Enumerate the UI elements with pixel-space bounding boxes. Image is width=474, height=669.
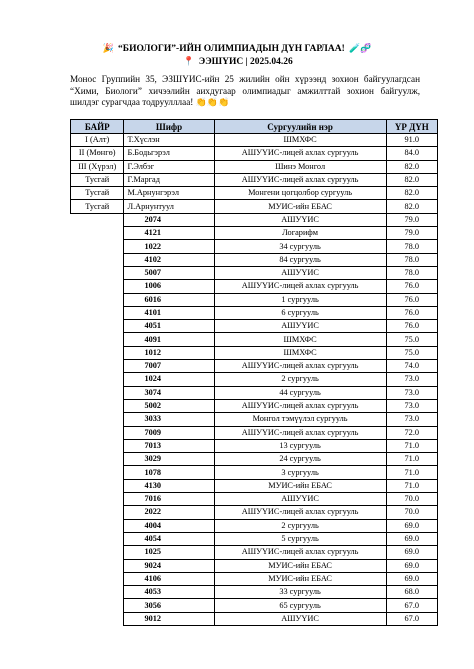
code-cell: 1024 [124,373,214,386]
school-cell: МУИС-ийн ЕБАС [214,572,386,585]
intro-paragraph [70,74,420,109]
school-cell: МУИС-ийн ЕБАС [214,479,386,492]
student-name-cell: Г.Элбэг [124,160,214,173]
place-cell-empty [71,213,124,226]
place-cell-empty [71,266,124,279]
school-cell: 84 сургууль [214,253,386,266]
place-cell-empty [71,479,124,492]
score-cell: 73.0 [386,386,437,399]
school-cell: 5 сургууль [214,532,386,545]
place-cell-empty [71,612,124,625]
score-cell: 76.0 [386,280,437,293]
score-cell: 73.0 [386,399,437,412]
place-cell-empty [71,546,124,559]
score-cell: 79.0 [386,213,437,226]
code-cell: 1006 [124,280,214,293]
table-row [71,253,438,266]
table-row [71,493,438,506]
place-cell-empty [71,240,124,253]
code-cell: 7013 [124,439,214,452]
table-row [71,227,438,240]
school-cell: 2 сургууль [214,373,386,386]
code-cell: 4051 [124,320,214,333]
score-cell: 69.0 [386,559,437,572]
table-row [71,532,438,545]
table-row [71,599,438,612]
table-row [71,479,438,492]
winner-row [71,187,438,200]
code-cell: 1078 [124,466,214,479]
table-row [71,346,438,359]
table-row [71,413,438,426]
table-row [71,612,438,625]
code-cell: 4106 [124,572,214,585]
school-cell: ШМХФС [214,333,386,346]
score-cell: 71.0 [386,453,437,466]
score-cell: 84.0 [386,147,437,160]
school-cell: АШУҮИС-лицей ахлах сургууль [214,426,386,439]
school-cell: Монгени цогцолбор сургууль [214,187,386,200]
place-cell-empty [71,293,124,306]
school-cell: МУИС-ийн ЕБАС [214,200,386,213]
announcement-title-block [0,42,474,68]
code-cell: 9012 [124,612,214,625]
code-cell: 4102 [124,253,214,266]
school-cell: АШУҮИС-лицей ахлах сургууль [214,506,386,519]
place-cell-empty [71,320,124,333]
code-cell: 4130 [124,479,214,492]
score-cell: 78.0 [386,253,437,266]
score-cell: 78.0 [386,266,437,279]
table-row [71,399,438,412]
results-body [71,134,438,626]
score-cell: 79.0 [386,227,437,240]
party-popper-icon: 🎉 [102,43,114,53]
score-cell: 71.0 [386,439,437,452]
score-cell: 69.0 [386,546,437,559]
school-cell: АШУҮИС-лицей ахлах сургууль [214,173,386,186]
table-row [71,466,438,479]
winner-row [71,160,438,173]
student-name-cell: Л.Арнунтуул [124,200,214,213]
page-title: “БИОЛОГИ”-ИЙН ОЛИМПИАДЫН ДҮН ГАРЛАА! [118,44,345,54]
header-code: Шифр [124,120,214,134]
score-cell: 78.0 [386,240,437,253]
school-cell: АШУҮИС-лицей ахлах сургууль [214,280,386,293]
place-cell-empty [71,386,124,399]
place-cell-empty [71,360,124,373]
code-cell: 1012 [124,346,214,359]
school-cell: 65 сургууль [214,599,386,612]
test-tube-dna-icon: 🧪🧬 [349,43,372,53]
table-row [71,240,438,253]
results-table [70,119,438,626]
school-cell: АШУҮИС-лицей ахлах сургууль [214,360,386,373]
place-cell-empty [71,453,124,466]
code-cell: 4101 [124,306,214,319]
table-row [71,360,438,373]
place-cell-empty [71,599,124,612]
school-cell: ШМХФС [214,134,386,147]
place-cell-empty [71,253,124,266]
score-cell: 73.0 [386,413,437,426]
school-cell: Логарифм [214,227,386,240]
school-cell: АШУҮИС-лицей ахлах сургууль [214,147,386,160]
winner-row [71,200,438,213]
table-row [71,439,438,452]
place-cell-empty [71,413,124,426]
place-cell: I (Алт) [71,134,124,147]
place-cell-empty [71,333,124,346]
code-cell: 7009 [124,426,214,439]
school-cell: 44 сургууль [214,386,386,399]
table-row [71,333,438,346]
code-cell: 4004 [124,519,214,532]
school-cell: 2 сургууль [214,519,386,532]
table-row [71,306,438,319]
place-cell-empty [71,519,124,532]
pin-icon: 📍 [183,56,195,66]
student-name-cell: Т.Хүслэн [124,134,214,147]
school-cell: 34 сургууль [214,240,386,253]
score-cell: 76.0 [386,306,437,319]
score-cell: 69.0 [386,519,437,532]
table-row [71,506,438,519]
school-cell: АШУҮИС-лицей ахлах сургууль [214,399,386,412]
place-cell: Тусгай [71,200,124,213]
place-cell-empty [71,227,124,240]
student-name-cell: Б.Бодьгэрэл [124,147,214,160]
table-header-row [71,120,438,134]
header-school: Сургуулийн нэр [214,120,386,134]
score-cell: 71.0 [386,466,437,479]
score-cell: 69.0 [386,572,437,585]
header-place: БАЙР [71,120,124,134]
school-cell: АШУҮИС [214,493,386,506]
score-cell: 82.0 [386,160,437,173]
place-cell-empty [71,373,124,386]
place-cell: Тусгай [71,187,124,200]
place-cell-empty [71,532,124,545]
code-cell: 4053 [124,586,214,599]
table-row [71,519,438,532]
code-cell: 4054 [124,532,214,545]
table-row [71,373,438,386]
score-cell: 71.0 [386,479,437,492]
code-cell: 2074 [124,213,214,226]
score-cell: 67.0 [386,612,437,625]
place-cell-empty [71,572,124,585]
score-cell: 70.0 [386,506,437,519]
place-cell-empty [71,493,124,506]
winner-row [71,134,438,147]
table-row [71,559,438,572]
title-line [0,42,474,55]
place-cell-empty [71,346,124,359]
score-cell: 75.0 [386,333,437,346]
intro-text: Монос Группийн 35, ЭЗШҮИС-ийн 25 жилийн ойн хүрээнд зохион байгуулагдсан “Хими, Биологи” хичээлийн аихдугаар олимпиадыг амжилттай зохион байгуулж, шилдэг сурагчдаа тодруулллаа! [70,74,420,108]
code-cell: 1022 [124,240,214,253]
place-cell: II (Мөнгө) [71,147,124,160]
table-row [71,320,438,333]
school-cell: АШУҮИС-лицей ахлах сургууль [214,546,386,559]
code-cell: 9024 [124,559,214,572]
school-cell: 24 сургууль [214,453,386,466]
table-row [71,546,438,559]
student-name-cell: М.Арнунгэрэл [124,187,214,200]
code-cell: 3029 [124,453,214,466]
table-row [71,586,438,599]
school-cell: Шинэ Монгол [214,160,386,173]
score-cell: 69.0 [386,532,437,545]
subtitle-line [0,55,474,68]
table-row [71,213,438,226]
table-row [71,293,438,306]
place-cell-empty [71,280,124,293]
winner-row [71,147,438,160]
code-cell: 6016 [124,293,214,306]
place-cell: Тусгай [71,173,124,186]
school-cell: 13 сургууль [214,439,386,452]
place-cell-empty [71,466,124,479]
school-cell: 1 сургууль [214,293,386,306]
school-cell: АШУҮИС [214,320,386,333]
school-cell: АШУҮИС [214,266,386,279]
school-cell: Монгол тэмүүлэл сургууль [214,413,386,426]
score-cell: 76.0 [386,293,437,306]
place-cell-empty [71,559,124,572]
code-cell: 2022 [124,506,214,519]
place-cell-empty [71,306,124,319]
place-cell-empty [71,439,124,452]
code-cell: 4121 [124,227,214,240]
code-cell: 3033 [124,413,214,426]
winner-row [71,173,438,186]
score-cell: 82.0 [386,173,437,186]
score-cell: 70.0 [386,493,437,506]
score-cell: 75.0 [386,346,437,359]
school-cell: АШУҮИС [214,612,386,625]
school-cell: 6 сургууль [214,306,386,319]
table-row [71,386,438,399]
table-row [71,266,438,279]
place-cell-empty [71,399,124,412]
school-cell: АШУҮИС [214,213,386,226]
page-subtitle: ЭЭШҮИС | 2025.04.26 [198,57,293,67]
school-cell: 3 сургууль [214,466,386,479]
score-cell: 74.0 [386,360,437,373]
table-row [71,453,438,466]
table-row [71,280,438,293]
school-cell: ШМХФС [214,346,386,359]
place-cell-empty [71,506,124,519]
code-cell: 4091 [124,333,214,346]
score-cell: 72.0 [386,426,437,439]
score-cell: 82.0 [386,200,437,213]
school-cell: 33 сургууль [214,586,386,599]
header-score: ҮР ДҮН [386,120,437,134]
table-row [71,426,438,439]
code-cell: 5002 [124,399,214,412]
code-cell: 3056 [124,599,214,612]
code-cell: 1025 [124,546,214,559]
table-row [71,572,438,585]
score-cell: 91.0 [386,134,437,147]
score-cell: 82.0 [386,187,437,200]
code-cell: 7016 [124,493,214,506]
place-cell: III (Хүрэл) [71,160,124,173]
school-cell: МУИС-ийн ЕБАС [214,559,386,572]
clapping-hands-icon: 👏👏👏 [195,97,230,108]
score-cell: 73.0 [386,373,437,386]
code-cell: 7007 [124,360,214,373]
score-cell: 76.0 [386,320,437,333]
place-cell-empty [71,426,124,439]
student-name-cell: Г.Маргад [124,173,214,186]
score-cell: 68.0 [386,586,437,599]
code-cell: 5007 [124,266,214,279]
place-cell-empty [71,586,124,599]
code-cell: 3074 [124,386,214,399]
score-cell: 67.0 [386,599,437,612]
